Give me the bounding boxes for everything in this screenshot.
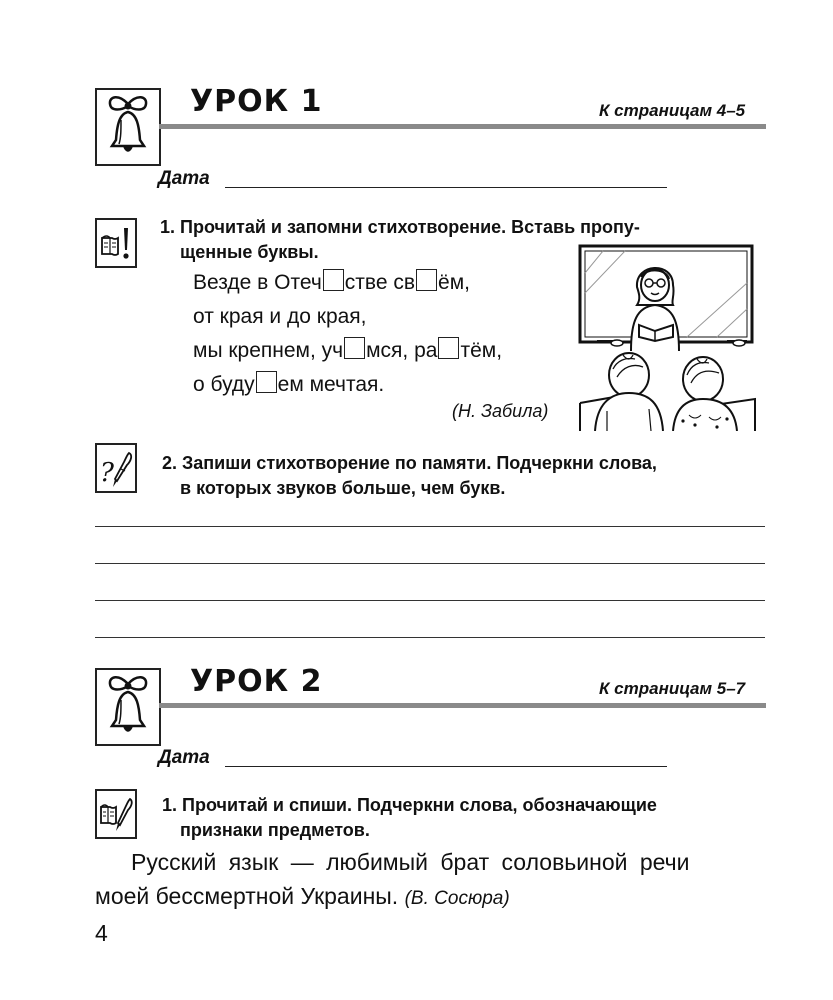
lesson2-date-label: Дата — [158, 747, 210, 768]
lesson1-bell-icon-box — [95, 88, 161, 166]
letter-gap-box[interactable] — [344, 337, 365, 359]
poem-line-3 — [193, 333, 502, 369]
lesson2-date-field[interactable] — [225, 766, 667, 767]
svg-text:?: ? — [100, 458, 114, 488]
poem-text: ем мечтая. — [277, 373, 385, 396]
lesson1-date-field[interactable] — [225, 187, 667, 188]
lesson1-pages: К страницам 4–5 — [599, 101, 746, 120]
task2-instruction-line1: 2. Запиши стихотворение по памяти. Подчеркни слова, — [162, 453, 657, 473]
lesson2-paragraph-line1: Русский язык — любимый брат соловьиной речи — [131, 849, 690, 875]
lesson1-date-label: Дата — [158, 168, 210, 189]
lesson2-pages: К страницам 5–7 — [599, 679, 746, 698]
task1-instruction-line1: 1. Прочитай и запомни стихотворение. Вставь пропу- — [160, 217, 640, 237]
poem-line-1 — [193, 265, 470, 301]
poem-text: ём, — [438, 271, 470, 294]
book-exclamation-icon — [97, 220, 135, 266]
poem-text: мы крепнем, уч — [193, 339, 344, 362]
writing-line-2[interactable] — [95, 563, 765, 564]
poem-text: Везде в Отеч — [193, 271, 322, 294]
poem-text: мся, ра — [366, 339, 438, 362]
poem-text: от края и до края, — [193, 305, 367, 328]
letter-gap-box[interactable] — [416, 269, 437, 291]
letter-gap-box[interactable] — [438, 337, 459, 359]
poem-author: (Н. Забила) — [452, 401, 549, 421]
poem-line-4 — [193, 367, 384, 403]
lesson2-bell-icon-box — [95, 668, 161, 746]
bell-icon — [97, 90, 159, 164]
question-pen-icon — [97, 445, 135, 491]
writing-line-4[interactable] — [95, 637, 765, 638]
lesson1-rule — [159, 124, 766, 129]
writing-line-1[interactable] — [95, 526, 765, 527]
lesson2-task1-line1: 1. Прочитай и спиши. Подчеркни слова, обозначающие — [162, 795, 657, 815]
task1-instruction-line2: щенные буквы. — [180, 242, 319, 262]
letter-gap-box[interactable] — [256, 371, 277, 393]
poem-line-2 — [193, 299, 367, 335]
classroom-illustration — [577, 243, 757, 431]
lesson1-title: УРОК 1 — [190, 84, 323, 119]
lesson2-task1-icon-box — [95, 789, 137, 839]
paragraph-author: (В. Сосюра) — [404, 888, 510, 909]
page-number: 4 — [95, 920, 108, 946]
lesson2-task1-line2: признаки предметов. — [180, 820, 370, 840]
lesson2-paragraph-line2 — [95, 880, 510, 915]
book-pen-icon — [97, 791, 135, 837]
poem-text: тём, — [460, 339, 503, 362]
letter-gap-box[interactable] — [323, 269, 344, 291]
paragraph-text: моей бессмертной Украины. — [95, 883, 399, 909]
writing-line-3[interactable] — [95, 600, 765, 601]
task2-instruction-line2: в которых звуков больше, чем букв. — [180, 478, 506, 498]
lesson2-rule — [159, 703, 766, 708]
bell-icon — [97, 670, 159, 744]
poem-text: о буду — [193, 373, 255, 396]
lesson2-title: УРОК 2 — [190, 664, 323, 699]
task1-icon-box — [95, 218, 137, 268]
task2-icon-box — [95, 443, 137, 493]
poem-text: стве св — [344, 271, 416, 294]
